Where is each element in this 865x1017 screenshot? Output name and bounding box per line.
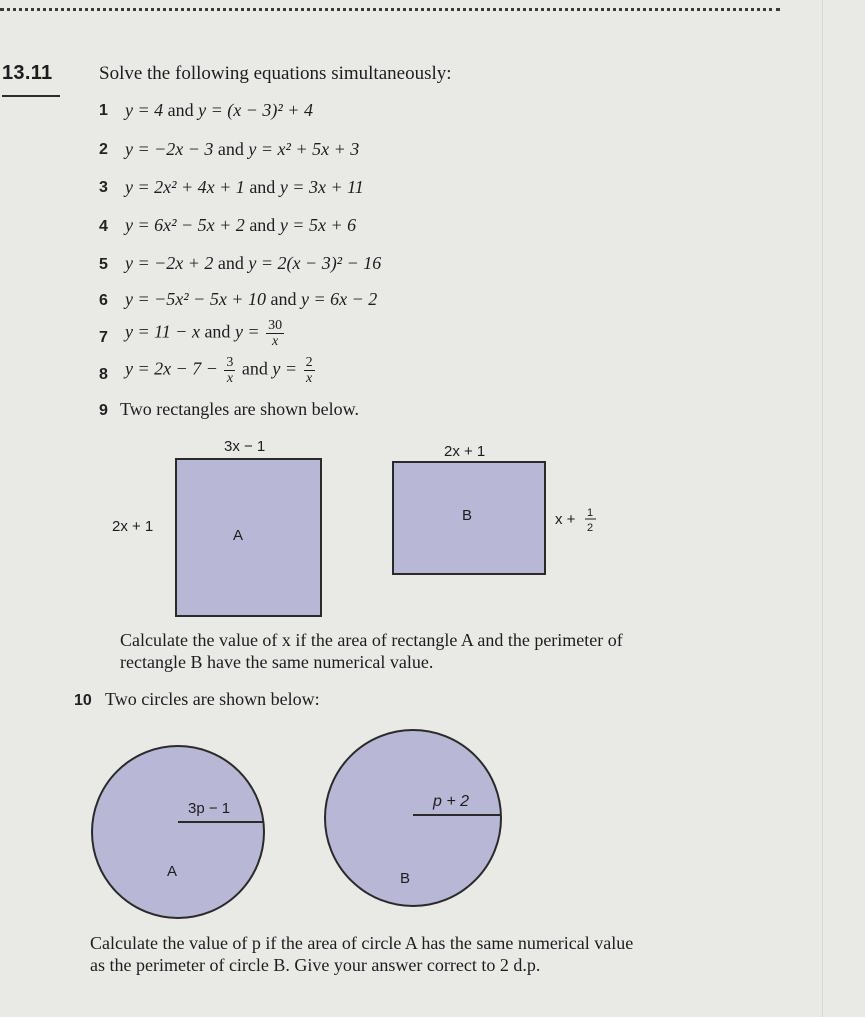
circle-b-shape: [325, 730, 501, 906]
equation: y = 11 − x: [125, 321, 200, 342]
question-number: 9: [99, 402, 108, 419]
question-number: 1: [99, 102, 108, 119]
circle-a-name: A: [167, 863, 178, 880]
rectangle-b-side-frac-den: 2: [587, 522, 594, 534]
question-number: 10: [74, 692, 92, 709]
fraction-denominator: x: [226, 371, 234, 386]
conjunction: and: [204, 321, 231, 342]
equation: y = (x − 3)² + 4: [198, 100, 313, 120]
question-number: 7: [99, 329, 108, 346]
question-9-task: [120, 629, 623, 673]
circle-a-radius-label: 3p − 1: [188, 800, 231, 817]
question-number: 3: [99, 179, 108, 196]
question-10-task: [90, 932, 633, 976]
conjunction: and: [270, 289, 297, 309]
conjunction: and: [249, 215, 276, 235]
exercise-number: 13.11: [2, 62, 53, 84]
conjunction: and: [241, 358, 268, 379]
question-number: 2: [99, 141, 108, 158]
equation: y = 2(x − 3)² − 16: [248, 253, 382, 273]
conjunction: and: [167, 100, 194, 120]
fraction-denominator: x: [305, 371, 313, 386]
conjunction: and: [249, 177, 276, 197]
rectangle-b-name: B: [462, 507, 473, 524]
equation: y = −5x² − 5x + 10: [125, 289, 266, 309]
question-9-intro: Two rectangles are shown below.: [120, 399, 359, 419]
rectangle-a-name: A: [233, 527, 244, 544]
rectangle-b-top-label: 2x + 1: [444, 443, 486, 460]
fraction-numerator: 2: [305, 355, 313, 370]
rectangle-a-shape: [176, 459, 321, 616]
equation: y = 6x² − 5x + 2: [125, 215, 245, 235]
question-number: 4: [99, 218, 108, 235]
circle-b-name: B: [400, 870, 411, 887]
equation-lhs: y =: [272, 358, 298, 379]
equation: y = 6x − 2: [300, 289, 378, 309]
fraction-denominator: x: [271, 334, 279, 349]
equation: y = 4: [125, 100, 164, 120]
equation: y = 2x² + 4x + 1: [125, 177, 245, 197]
circle-a-shape: [92, 746, 264, 918]
fraction-numerator: 3: [226, 355, 234, 370]
rectangle-a-side-label: 2x + 1: [112, 518, 154, 535]
rectangle-b-side-frac-num: 1: [587, 507, 594, 519]
question-number: 8: [99, 366, 108, 383]
fraction-numerator: 30: [268, 318, 283, 333]
task-line: as the perimeter of circle B. Give your answer correct to 2 d.p.: [90, 955, 541, 975]
equation-lhs: y = 2x − 7 −: [125, 358, 218, 379]
equation: y = 5x + 6: [279, 215, 357, 235]
equation: y = x² + 5x + 3: [248, 139, 360, 159]
question-number: 5: [99, 256, 108, 273]
task-line: Calculate the value of p if the area of circle A has the same numerical value: [90, 933, 634, 953]
equation-lhs: y =: [234, 321, 260, 342]
question-number: 6: [99, 292, 108, 309]
equation: y = −2x − 3: [125, 139, 214, 159]
equation: y = 3x + 11: [279, 177, 364, 197]
task-line: rectangle B have the same numerical value.: [120, 652, 434, 672]
rectangle-b-side-label: x +: [555, 511, 576, 528]
exercise-instruction: Solve the following equations simultaneously:: [99, 63, 452, 84]
circle-b-radius-label: p + 2: [433, 793, 470, 810]
equation: y = −2x + 2: [125, 253, 214, 273]
question-10-intro: Two circles are shown below:: [105, 689, 320, 709]
conjunction: and: [217, 139, 244, 159]
task-line: Calculate the value of x if the area of rectangle A and the perimeter of: [120, 630, 623, 650]
conjunction: and: [217, 253, 244, 273]
rectangle-a-top-label: 3x − 1: [224, 438, 266, 455]
